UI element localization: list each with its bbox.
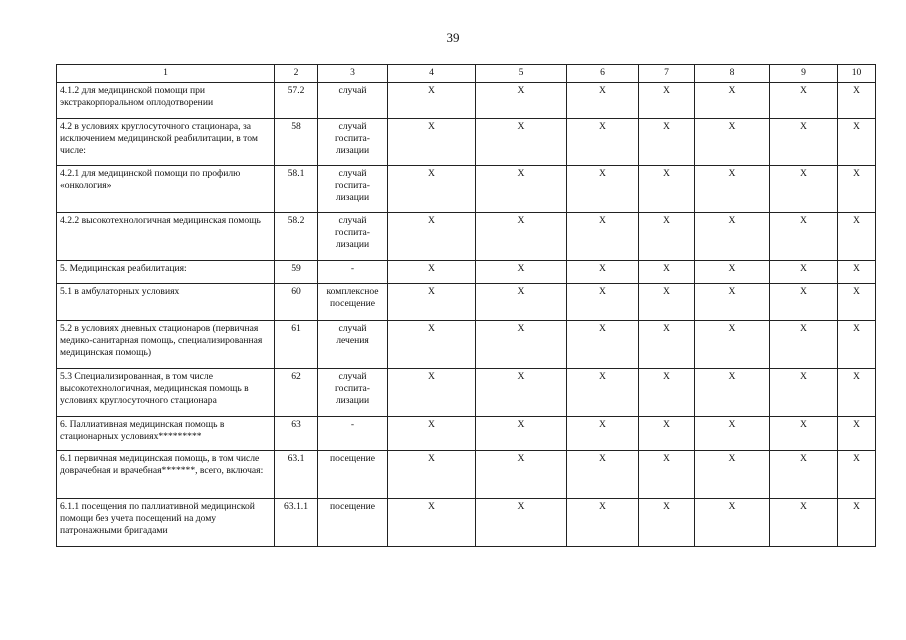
row-unit: случай госпита-лизации [318,119,388,166]
row-name: 5.3 Специализированная, в том числе высокотехнологичная, медицинская помощь в условиях круглосуточного стационара [57,369,275,417]
row-mark: Х [639,369,695,417]
row-mark: Х [639,166,695,213]
row-mark: Х [838,369,876,417]
row-mark: Х [838,83,876,119]
row-unit: - [318,261,388,284]
row-mark: Х [567,83,639,119]
row-mark: Х [388,284,476,321]
row-mark: Х [567,213,639,261]
row-mark: Х [567,321,639,369]
row-unit: случай госпита-лизации [318,166,388,213]
row-mark: Х [388,261,476,284]
table-row [57,321,876,369]
column-header: 3 [318,65,388,83]
row-mark: Х [388,451,476,499]
row-mark: Х [639,119,695,166]
row-mark: Х [770,166,838,213]
row-mark: Х [695,166,770,213]
row-mark: Х [838,166,876,213]
row-mark: Х [388,321,476,369]
row-mark: Х [476,166,567,213]
row-name: 5. Медицинская реабилитация: [57,261,275,284]
page-number: 39 [446,30,460,45]
row-mark: Х [838,284,876,321]
row-code: 59 [275,261,318,284]
table-row [57,261,876,284]
row-mark: Х [770,417,838,451]
row-code: 57.2 [275,83,318,119]
row-mark: Х [639,284,695,321]
row-mark: Х [476,451,567,499]
row-unit: комплексное посещение [318,284,388,321]
row-code: 63.1 [275,451,318,499]
row-mark: Х [388,213,476,261]
row-name: 6. Паллиативная медицинская помощь в стационарных условиях********* [57,417,275,451]
row-mark: Х [838,451,876,499]
row-mark: Х [639,321,695,369]
row-mark: Х [695,119,770,166]
row-mark: Х [476,369,567,417]
row-mark: Х [567,499,639,547]
row-mark: Х [476,261,567,284]
row-unit: случай госпита-лизации [318,213,388,261]
row-mark: Х [388,83,476,119]
table-row [57,83,876,119]
table-row [57,284,876,321]
row-mark: Х [838,321,876,369]
row-name: 6.1 первичная медицинская помощь, в том числе доврачебная и врачебная*******, всего, включая: [57,451,275,499]
row-mark: Х [567,119,639,166]
row-mark: Х [770,119,838,166]
table-row [57,213,876,261]
column-header: 10 [838,65,876,83]
row-code: 58.1 [275,166,318,213]
row-mark: Х [476,213,567,261]
row-mark: Х [838,213,876,261]
row-name: 6.1.1 посещения по паллиативной медицинской помощи без учета посещений на дому патронажными бригадами [57,499,275,547]
row-mark: Х [695,369,770,417]
row-unit: случай госпита-лизации [318,369,388,417]
row-name: 5.1 в амбулаторных условиях [57,284,275,321]
row-mark: Х [695,321,770,369]
row-name: 5.2 в условиях дневных стационаров (первичная медико-санитарная помощь, специализированная медицинская помощь) [57,321,275,369]
row-mark: Х [838,119,876,166]
row-unit: - [318,417,388,451]
row-mark: Х [639,261,695,284]
header-row [57,65,876,83]
table-row [57,451,876,499]
row-name: 4.2 в условиях круглосуточного стационара, за исключением медицинской реабилитации, в том числе: [57,119,275,166]
row-mark: Х [567,417,639,451]
row-mark: Х [388,369,476,417]
row-unit: случай лечения [318,321,388,369]
table-row [57,417,876,451]
row-code: 63.1.1 [275,499,318,547]
row-unit: случай [318,83,388,119]
row-code: 62 [275,369,318,417]
row-mark: Х [567,369,639,417]
row-mark: Х [695,83,770,119]
row-mark: Х [770,369,838,417]
row-mark: Х [695,451,770,499]
row-mark: Х [770,213,838,261]
row-mark: Х [770,284,838,321]
column-header: 9 [770,65,838,83]
row-mark: Х [695,417,770,451]
row-name: 4.1.2 для медицинской помощи при экстракорпоральном оплодотворении [57,83,275,119]
row-mark: Х [639,451,695,499]
row-mark: Х [388,499,476,547]
column-header: 2 [275,65,318,83]
row-mark: Х [770,451,838,499]
row-mark: Х [567,166,639,213]
row-mark: Х [476,499,567,547]
row-mark: Х [639,499,695,547]
row-mark: Х [639,213,695,261]
row-unit: посещение [318,499,388,547]
row-mark: Х [639,83,695,119]
column-header: 5 [476,65,567,83]
row-name: 4.2.1 для медицинской помощи по профилю «онкология» [57,166,275,213]
data-table [56,64,876,547]
row-code: 58.2 [275,213,318,261]
row-mark: Х [476,321,567,369]
row-mark: Х [388,166,476,213]
table-row [57,369,876,417]
row-name: 4.2.2 высокотехнологичная медицинская помощь [57,213,275,261]
table-row [57,166,876,213]
row-mark: Х [476,83,567,119]
row-code: 63 [275,417,318,451]
row-mark: Х [476,119,567,166]
row-mark: Х [476,284,567,321]
row-mark: Х [476,417,567,451]
row-mark: Х [695,213,770,261]
column-header: 7 [639,65,695,83]
row-code: 60 [275,284,318,321]
row-mark: Х [838,417,876,451]
row-mark: Х [838,499,876,547]
row-mark: Х [639,417,695,451]
row-mark: Х [695,499,770,547]
row-unit: посещение [318,451,388,499]
row-code: 61 [275,321,318,369]
row-mark: Х [770,261,838,284]
row-mark: Х [770,499,838,547]
column-header: 8 [695,65,770,83]
row-mark: Х [770,83,838,119]
row-mark: Х [567,451,639,499]
row-mark: Х [770,321,838,369]
table-row [57,119,876,166]
row-mark: Х [388,417,476,451]
column-header: 6 [567,65,639,83]
column-header: 1 [57,65,275,83]
row-mark: Х [567,261,639,284]
row-mark: Х [388,119,476,166]
row-mark: Х [567,284,639,321]
row-mark: Х [695,261,770,284]
row-code: 58 [275,119,318,166]
row-mark: Х [838,261,876,284]
row-mark: Х [695,284,770,321]
column-header: 4 [388,65,476,83]
table-row [57,499,876,547]
